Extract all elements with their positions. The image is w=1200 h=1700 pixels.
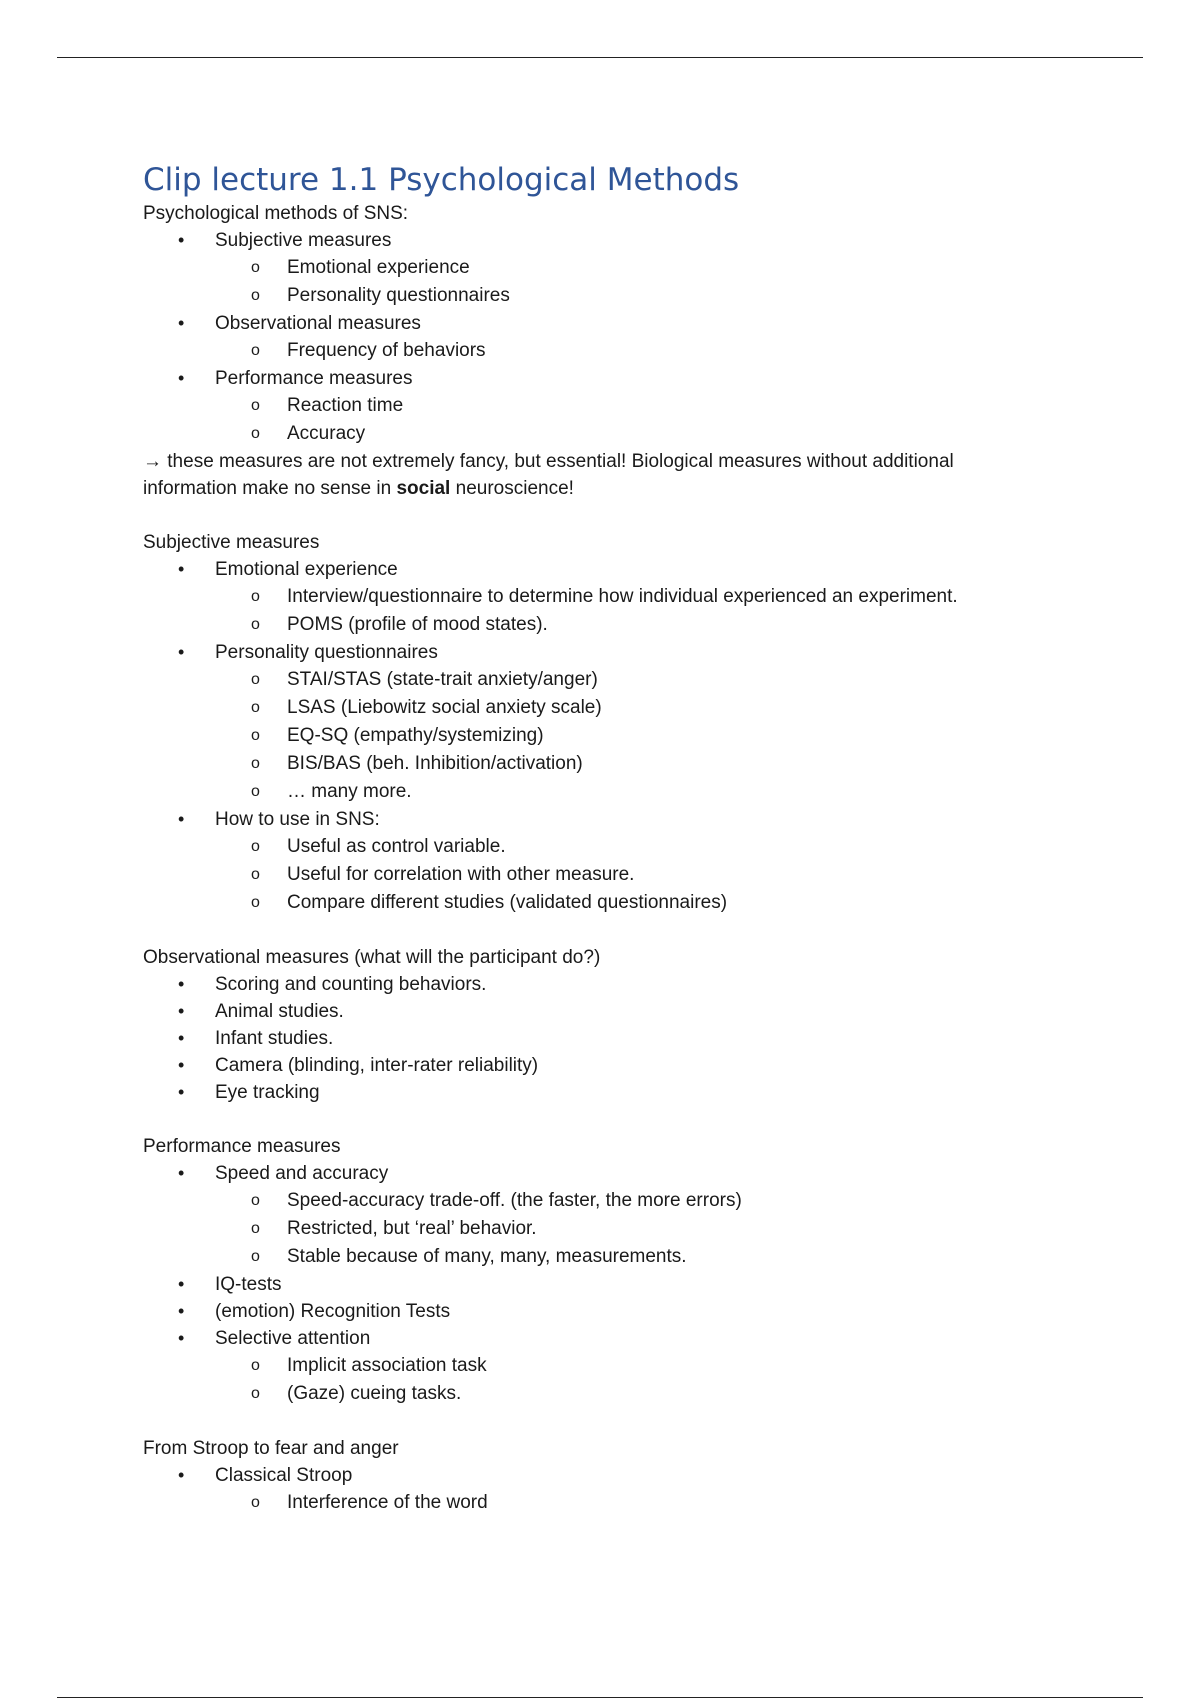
circle-bullet-icon: o [251,1385,260,1402]
performance-list [143,1160,1043,1408]
sub-list-item: o POMS (profile of mood states). [215,611,1043,639]
list-item-label: (emotion) Recognition Tests [215,1301,451,1322]
circle-bullet-icon: o [251,287,260,304]
circle-bullet-icon: o [251,1357,260,1374]
list-item [143,1271,1043,1298]
sub-list-item: o Useful as control variable. [215,833,1043,861]
sub-list-item: o STAI/STAS (state-trait anxiety/anger) [215,666,1043,694]
circle-bullet-icon: o [251,894,260,911]
circle-bullet-icon: o [251,838,260,855]
sub-list-item: o Stable because of many, many, measurements. [215,1243,1043,1271]
list-item [143,806,1043,917]
document-body [143,160,1043,1517]
bullet-icon: • [178,1328,185,1348]
header-rule [57,57,1143,58]
sub-list-item: o Useful for correlation with other measure. [215,861,1043,889]
bullet-icon: • [178,1028,185,1048]
sub-list-item: o Reaction time [215,392,1043,420]
list-item [143,639,1043,806]
list-item: • Eye tracking [143,1079,1043,1106]
circle-bullet-icon: o [251,1248,260,1265]
circle-bullet-icon: o [251,588,260,605]
bullet-icon: • [178,809,185,829]
bullet-icon: • [178,1301,185,1321]
sub-list-item: o Emotional experience [215,254,1043,282]
circle-bullet-icon: o [251,259,260,276]
sub-list-item: o Interference of the word [215,1489,1043,1517]
bullet-icon: • [178,974,185,994]
list-item-label: IQ-tests [215,1274,282,1295]
list-item-label: Subjective measures [215,230,392,251]
circle-bullet-icon: o [251,671,260,688]
sub-list-item: o Personality questionnaires [215,282,1043,310]
circle-bullet-icon: o [251,1494,260,1511]
list-item: • Infant studies. [143,1025,1043,1052]
list-item [143,1325,1043,1408]
sub-list [215,392,1043,448]
sub-list [215,833,1043,917]
sub-list-item: o Implicit association task [215,1352,1043,1380]
bullet-icon: • [178,1001,185,1021]
list-item [143,556,1043,639]
circle-bullet-icon: o [251,783,260,800]
list-item-label: Performance measures [215,368,413,389]
spacer [143,1106,1043,1133]
sub-list-item: o Frequency of behaviors [215,337,1043,365]
list-item [143,1298,1043,1325]
bullet-icon: • [178,368,185,388]
sub-list-item: o BIS/BAS (beh. Inhibition/activation) [215,750,1043,778]
circle-bullet-icon: o [251,866,260,883]
list-item-label: Classical Stroop [215,1465,353,1486]
sub-list-item: o Compare different studies (validated questionnaires) [215,889,1043,917]
bullet-icon: • [178,1082,185,1102]
circle-bullet-icon: o [251,727,260,744]
circle-bullet-icon: o [251,755,260,772]
bullet-icon: • [178,1163,185,1183]
bullet-icon: • [178,1465,185,1485]
circle-bullet-icon: o [251,1220,260,1237]
list-item: • Camera (blinding, inter-rater reliability) [143,1052,1043,1079]
page-title: Clip lecture 1.1 Psychological Methods [143,162,740,198]
subjective-list [143,556,1043,917]
list-item [143,365,1043,448]
sub-list-item: o LSAS (Liebowitz social anxiety scale) [215,694,1043,722]
sub-list-item: o Accuracy [215,420,1043,448]
sub-list [215,583,1043,639]
intro-note: → these measures are not extremely fancy, but essential! Biological measures without additional information make no sense in social neuroscience! [143,451,954,499]
list-item-label: How to use in SNS: [215,809,380,830]
list-item: • Scoring and counting behaviors. [143,971,1043,998]
list-item [143,227,1043,310]
observational-heading: Observational measures (what will the participant do?) [143,947,601,968]
list-item-label: Observational measures [215,313,421,334]
sub-list-item: o (Gaze) cueing tasks. [215,1380,1043,1408]
sub-list-item: o EQ-SQ (empathy/systemizing) [215,722,1043,750]
arrow-icon: → [143,451,162,472]
list-item-label: Selective attention [215,1328,371,1349]
list-item-label: Personality questionnaires [215,642,438,663]
sub-list-item: o Restricted, but ‘real’ behavior. [215,1215,1043,1243]
bullet-icon: • [178,1055,185,1075]
circle-bullet-icon: o [251,425,260,442]
intro-list [143,227,1043,448]
sub-list [215,254,1043,310]
footer-rule [57,1697,1143,1698]
performance-heading: Performance measures [143,1136,341,1157]
circle-bullet-icon: o [251,616,260,633]
bullet-icon: • [178,642,185,662]
sub-list [215,1187,1043,1271]
bullet-icon: • [178,230,185,250]
stroop-list [143,1462,1043,1517]
list-item [143,310,1043,365]
spacer [143,917,1043,944]
list-item: • Animal studies. [143,998,1043,1025]
observational-list [143,971,1043,1106]
intro-heading: Psychological methods of SNS: [143,203,409,224]
subjective-heading: Subjective measures [143,532,320,553]
list-item-label: Emotional experience [215,559,398,580]
sub-list [215,337,1043,365]
circle-bullet-icon: o [251,699,260,716]
emphasis-social: social [396,478,451,499]
spacer [143,502,1043,529]
sub-list [215,1489,1043,1517]
sub-list-item: o Interview/questionnaire to determine how individual experienced an experiment. [215,583,1043,611]
sub-list [215,1352,1043,1408]
list-item [143,1160,1043,1271]
sub-list-item: o … many more. [215,778,1043,806]
bullet-icon: • [178,559,185,579]
circle-bullet-icon: o [251,397,260,414]
list-item [143,1462,1043,1517]
sub-list-item: o Speed-accuracy trade-off. (the faster, the more errors) [215,1187,1043,1215]
list-item-label: Speed and accuracy [215,1163,389,1184]
circle-bullet-icon: o [251,342,260,359]
spacer [143,1408,1043,1435]
stroop-heading: From Stroop to fear and anger [143,1438,399,1459]
bullet-icon: • [178,1274,185,1294]
circle-bullet-icon: o [251,1192,260,1209]
sub-list [215,666,1043,806]
bullet-icon: • [178,313,185,333]
